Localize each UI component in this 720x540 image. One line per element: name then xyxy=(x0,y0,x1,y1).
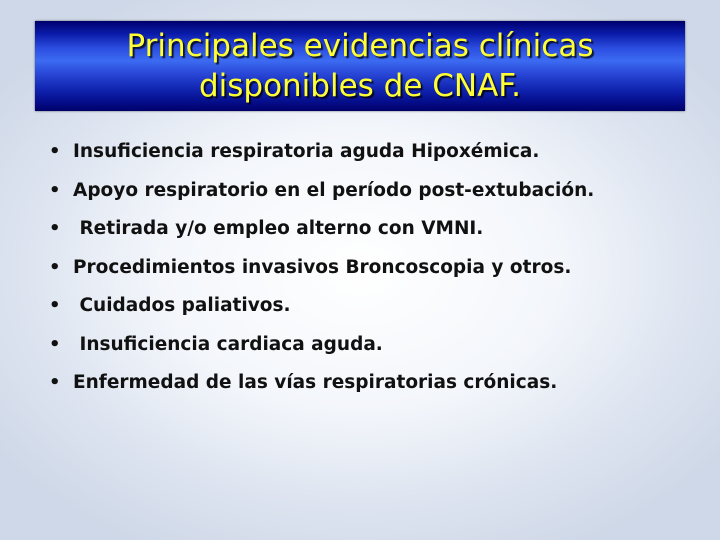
list-item xyxy=(49,257,709,296)
title-banner xyxy=(35,21,685,111)
list-item xyxy=(49,334,709,373)
bullet-text: Apoyo respiratorio en el período post-extubación. xyxy=(73,179,595,201)
bullet-text: Procedimientos invasivos Broncoscopia y otros. xyxy=(73,256,572,278)
bullet-icon: • xyxy=(49,141,61,162)
list-item xyxy=(49,141,709,180)
bullet-icon: • xyxy=(49,295,61,316)
bullet-text: Enfermedad de las vías respiratorias crónicas. xyxy=(73,372,558,393)
list-item xyxy=(49,218,709,257)
bullet-icon: • xyxy=(49,333,61,355)
list-item xyxy=(49,180,709,219)
bullet-text: Retirada y/o empleo alterno con VMNI. xyxy=(73,218,484,239)
bullet-list xyxy=(49,141,709,411)
bullet-icon: • xyxy=(49,256,61,278)
bullet-icon: • xyxy=(49,372,61,393)
bullet-icon: • xyxy=(49,218,61,239)
bullet-text: Cuidados paliativos. xyxy=(73,295,291,316)
bullet-text: Insuficiencia respiratoria aguda Hipoxémica. xyxy=(73,141,540,162)
bullet-text: Insuficiencia cardiaca aguda. xyxy=(73,333,383,355)
list-item xyxy=(49,295,709,334)
list-item xyxy=(49,372,709,411)
slide-title: Principales evidencias clínicas disponibles de CNAF. xyxy=(126,28,594,104)
bullet-icon: • xyxy=(49,179,61,201)
